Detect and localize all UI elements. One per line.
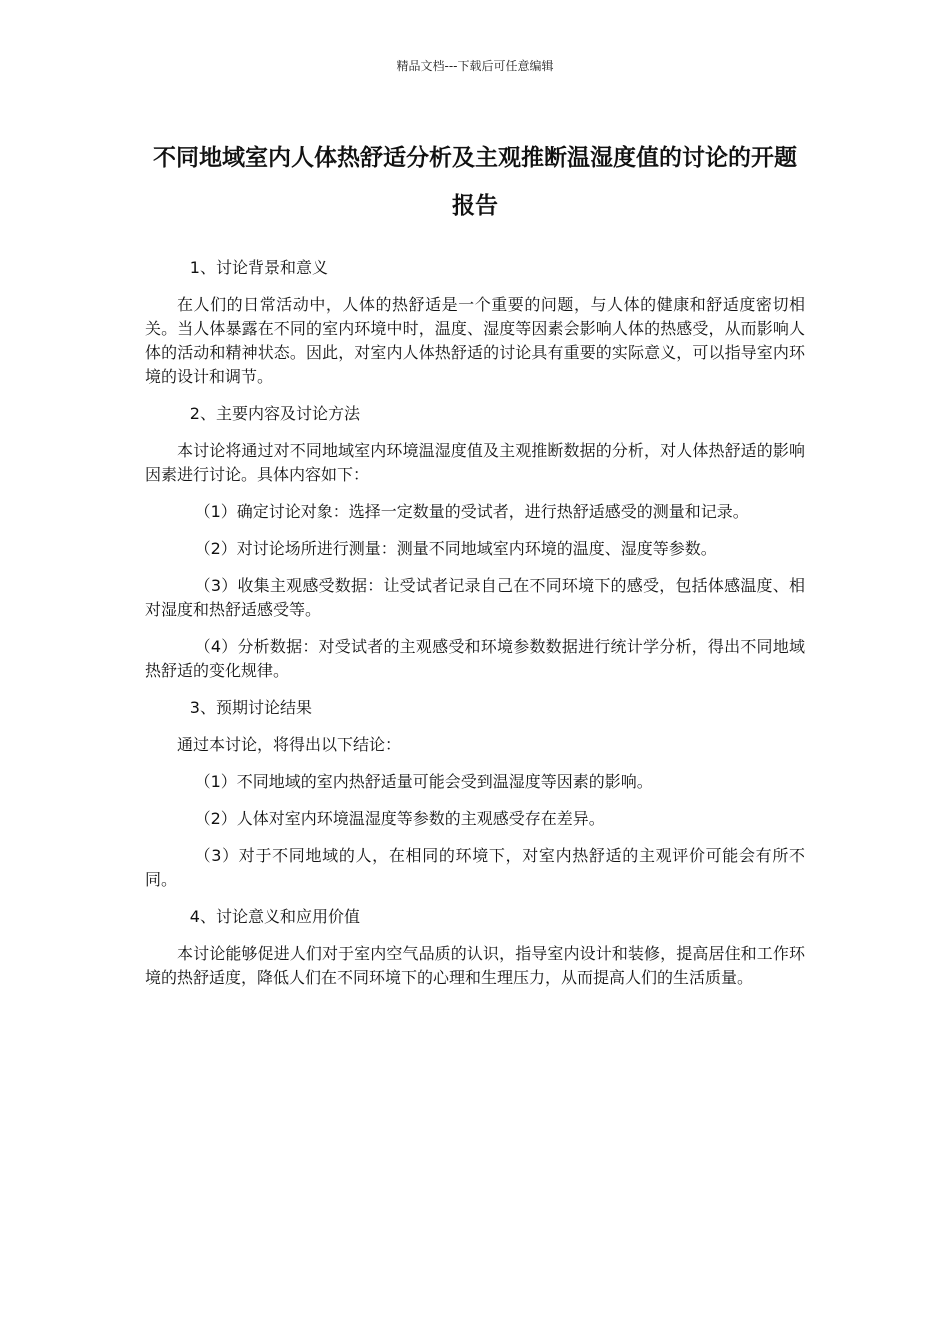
paragraph-results-intro: 通过本讨论，将得出以下结论： (177, 735, 402, 754)
header-note: 精品文档---下载后可任意编辑 (396, 59, 554, 73)
list-item-result-2: （2）人体对室内环境温湿度等参数的主观感受存在差异。 (194, 809, 605, 828)
list-item-method-3: （3）收集主观感受数据：让受试者记录自己在不同环境下的感受，包括体感温度、相对湿度和热舒适感受等。 (145, 576, 805, 619)
section-heading-background: 1、讨论背景和意义 (189, 258, 328, 277)
document-body (145, 256, 805, 1003)
section-heading-expected-results: 3、预期讨论结果 (189, 698, 312, 717)
paragraph-content-intro: 本讨论将通过对不同地域室内环境温湿度值及主观推断数据的分析，对人体热舒适的影响因素进行讨论。具体内容如下： (145, 441, 805, 484)
list-item-method-4: （4）分析数据：对受试者的主观感受和环境参数数据进行统计学分析，得出不同地域热舒适的变化规律。 (145, 637, 805, 680)
list-item-method-2: （2）对讨论场所进行测量：测量不同地域室内环境的温度、湿度等参数。 (194, 539, 717, 558)
section-heading-content-methods: 2、主要内容及讨论方法 (189, 404, 360, 423)
list-item-result-3: （3）对于不同地域的人，在相同的环境下，对室内热舒适的主观评价可能会有所不同。 (145, 846, 805, 889)
paragraph-significance: 本讨论能够促进人们对于室内空气品质的认识，指导室内设计和装修，提高居住和工作环境的热舒适度，降低人们在不同环境下的心理和生理压力，从而提高人们的生活质量。 (145, 944, 805, 987)
paragraph-background: 在人们的日常活动中，人体的热舒适是一个重要的问题，与人体的健康和舒适度密切相关。当人体暴露在不同的室内环境中时，温度、湿度等因素会影响人体的热感受，从而影响人体的活动和精神状态。因此，对室内人体热舒适的讨论具有重要的实际意义，可以指导室内环境的设计和调节。 (145, 295, 805, 386)
list-item-method-1: （1）确定讨论对象：选择一定数量的受试者，进行热舒适感受的测量和记录。 (194, 502, 749, 521)
list-item-result-1: （1）不同地域的室内热舒适量可能会受到温湿度等因素的影响。 (194, 772, 653, 791)
document-title: 不同地域室内人体热舒适分析及主观推断温湿度值的讨论的开题报告 (153, 145, 797, 219)
section-heading-significance: 4、讨论意义和应用价值 (189, 907, 360, 926)
